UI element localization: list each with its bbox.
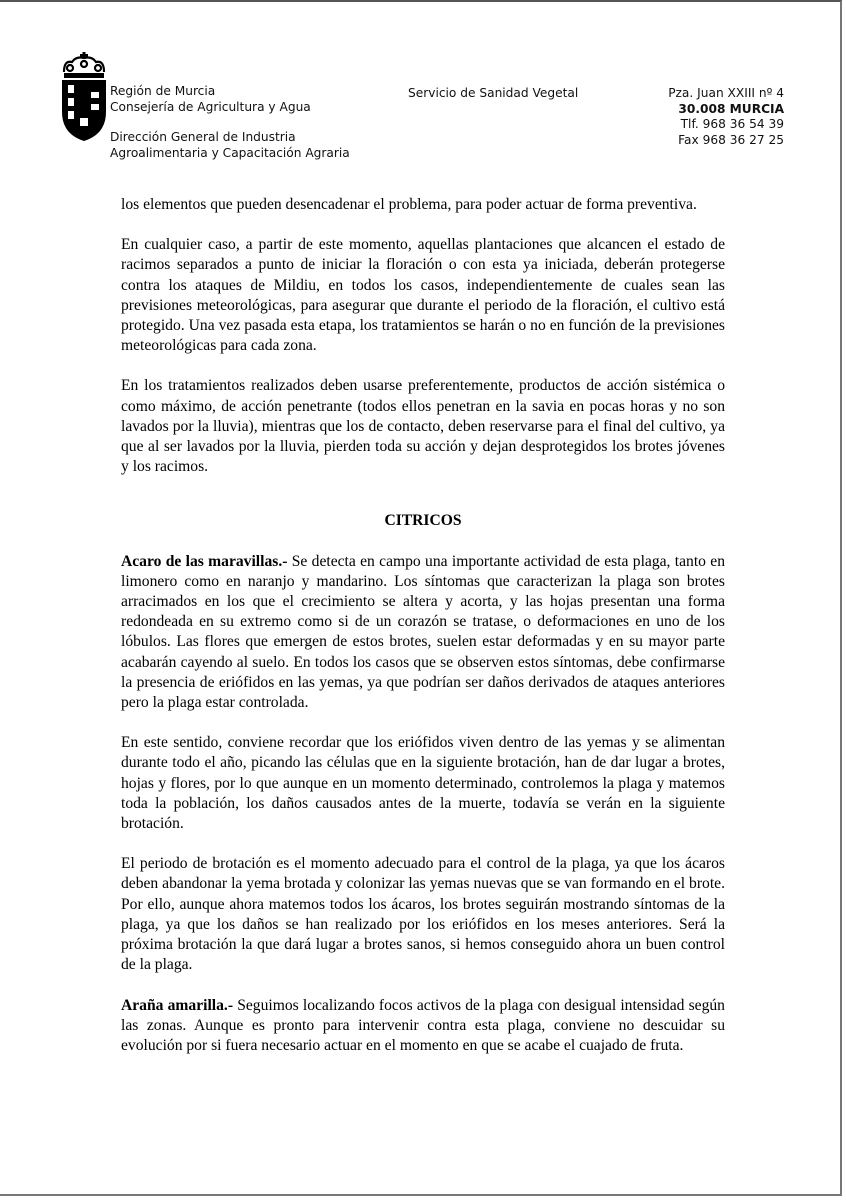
header-address (668, 86, 784, 148)
fax-number: Fax 968 36 27 25 (678, 132, 784, 147)
ministry-name: Consejería de Agricultura y Agua (110, 99, 311, 114)
header-service: Servicio de Sanidad Vegetal (408, 86, 579, 100)
section-title-citricos: CITRICOS (384, 512, 462, 530)
paragraph-acaro (121, 552, 725, 714)
phone-number: Tlf. 968 36 54 39 (680, 117, 784, 131)
arana-heading: Araña amarilla.- (121, 996, 234, 1014)
region-coat-of-arms-icon (58, 52, 110, 142)
acaro-text: Se detecta en campo una importante actividad de esta plaga, tanto en limonero como en naranjo y mandarino. Los síntomas que caracterizan la plaga son brotes arracimados en los que el crecimiento se altera y acorta, y las hojas presentan una forma redondeada en su extremo como si de un corazón se tratase, o deformaciones en uno de los lóbulos. Las flores que emergen de estos brotes, suelen estar deformadas y en su mayor parte acabarán cayendo al suelo. En todos los casos que se observen estos síntomas, debe confirmarse la presencia de eriófidos en las yemas, ya que podrían ser daños derivados de ataques anteriores pero la plaga estar controlada. (121, 552, 725, 712)
department-line-1: Dirección General de Industria (110, 130, 296, 144)
region-name: Región de Murcia (110, 84, 216, 98)
paragraph-preventive: los elementos que pueden desencadenar el problema, para poder actuar de forma preventiva. (121, 196, 697, 213)
paragraph-arana (121, 996, 725, 1057)
paragraph-brotacion: El periodo de brotación es el momento adecuado para el control de la plaga, ya que los ácaros deben abandonar la yema brotada y colonizar las yemas nuevas que se van formando en el brote. Por ello, aunque ahora matemos todos los ácaros, los brotes seguirán mostrando síntomas de la plaga, ya que los daños se han realizado por los eriófidos en los meses anteriores. Será la próxima brotación la que dará lugar a brotes sanos, si hemos conseguido ahora un buen control de la plaga. (121, 855, 725, 974)
paragraph-eriofidos: En este sentido, conviene recordar que los eriófidos viven dentro de las yemas y se alimentan durante todo el año, picando las células que en la siguiente brotación, han de dar lugar a brotes, hojas y flores, por lo que aunque en un momento determinado, controlemos la plaga y matemos toda la población, los daños causados antes de la muerte, todavía se verán en la siguiente brotación. (121, 734, 725, 833)
arana-text: Seguimos localizando focos activos de la plaga con desigual intensidad según las zonas. Aunque es pronto para intervenir contra esta plaga, conviene no descuidar su evolución por si fuera necesario actuar en el momento en que se acabe el cuajado de fruta. (121, 996, 725, 1054)
acaro-heading: Acaro de las maravillas.- (121, 552, 288, 570)
department-line-2: Agroalimentaria y Capacitación Agraria (110, 145, 350, 160)
address-street: Pza. Juan XXIII nº 4 (668, 86, 784, 100)
header-department (110, 130, 350, 161)
paragraph-treatments: En los tratamientos realizados deben usarse preferentemente, productos de acción sistémica o como máximo, de acción penetrante (todos ellos penetran en la savia en pocas horas y no son lavados por la lluvia), mientras que los de contacto, deben reservarse para el final del cultivo, ya que al ser lavados por la lluvia, pierden toda su acción y dejan desprotegidos los brotes jóvenes y los racimos. (121, 377, 725, 476)
document-body (121, 195, 725, 1076)
paragraph-mildiu: En cualquier caso, a partir de este momento, aquellas plantaciones que alcancen el estado de racimos separados a punto de iniciar la floración o con esta ya iniciada, deberán protegerse contra los ataques de Mildiu, en todos los casos, independientemente de cuales sean las previsiones meteorológicas, para asegurar que durante el periodo de la floración, el cultivo está protegido. Una vez pasada esta etapa, los tratamientos se harán o no en función de la previsiones meteorológicas para cada zona. (121, 236, 725, 355)
address-city: 30.008 MURCIA (678, 101, 784, 116)
header-org (110, 84, 311, 115)
